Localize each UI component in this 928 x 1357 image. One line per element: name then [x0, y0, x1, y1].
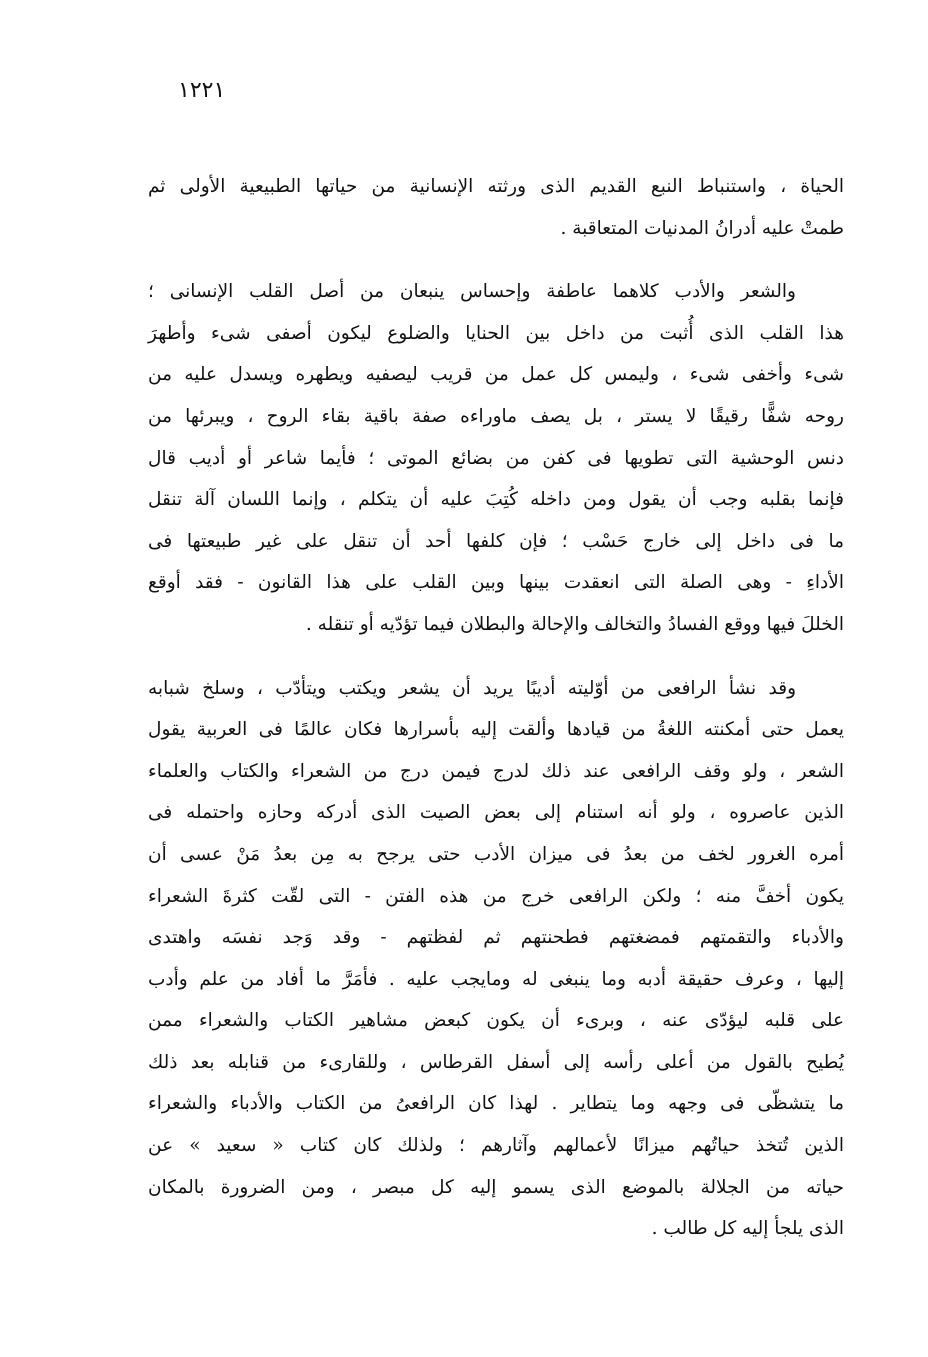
paragraph-line: الخللَ فيها ووقع الفسادُ والتخالف والإحالة والبطلان فيما تؤدّيه أو تنقله . [305, 613, 844, 635]
paragraph-3 [148, 668, 844, 1250]
paragraph-line: طمتْ عليه أدرانُ المدنيات المتعاقبة . [560, 217, 844, 239]
paragraph-line: يعمل حتى أمكنته اللغةُ من قيادها وألقت إليه بأسرارها فكان عالمًا فى العربية يقول [148, 719, 844, 741]
paragraph-line: الأداءِ - وهى الصلة التى انعقدت بينها وبين القلب على هذا القانون - فقد أوقع [148, 572, 844, 594]
paragraph-line: الشعر ، ولو وقف الرافعى عند ذلك لدرج فيمن درج من الشعراء والكتاب والعلماء [148, 760, 844, 782]
paragraph-line: والأدباء والتقمتهم فمضغتهم فطحنتهم ثم لفظتهم - وقد وَجد نفسَه واهتدى [148, 927, 844, 949]
paragraph-line: الحياة ، واستنباط النبع القديم الذى ورثته الإنسانية من حياتها الطبيعية الأولى ثم [148, 176, 844, 197]
paragraph-line: يكون أخفَّ منه ؛ ولكن الرافعى خرج من هذه الفتن - التى لقّت كثرةَ الشعراء [148, 885, 844, 907]
paragraph-line: والشعر والأدب كلاهما عاطفة وإحساس ينبعان من أصل القلب الإنسانى ؛ [148, 281, 796, 303]
page-number: ١٢٢١ [178, 78, 226, 103]
paragraph-line: شىء وأخفى شىء ، وليمس كل عمل من قريب ليصفيه ويطهره ويسدل عليه من [148, 364, 844, 386]
paragraph-2 [148, 271, 844, 645]
paragraph-line: ما يتشظّى فى وجهه وما يتطاير . لهذا كان الرافعىُ من الكتاب والأدباء والشعراء [148, 1093, 844, 1115]
paragraph-line: حياته من الجلالة بالموضع الذى يسمو إليه كل مبصر ، ومن الضرورة بالمكان [148, 1176, 844, 1198]
paragraph-line: وقد نشأ الرافعى من أوّليته أديبًا يريد أن يشعر ويكتب ويتأدّب ، وسلخ شبابه [148, 677, 796, 699]
paragraph-line: الذى يلجأ إليه كل طالب . [651, 1218, 844, 1240]
paragraph-1 [148, 166, 844, 249]
paragraph-line: الذين عاصروه ، ولو أنه استنام إلى بعض الصيت الذى أدركه وحازه واحتمله فى [148, 802, 844, 824]
paragraph-line: دنس الوحشية التى تطويها فى كفن من بضائع الموتى ؛ فأيما شاعر أو أديب قال [148, 447, 844, 469]
paragraph-line: الذين تُتخذ حياتُهم ميزانًا لأعمالهم وآثارهم ؛ ولذلك كان كتاب « سعيد » عن [148, 1135, 844, 1157]
paragraph-line: إليها ، وعرف حقيقة أدبه وما ينبغى له ومايجب عليه . فأمَرَّ ما أفاد من علم وأدب [148, 968, 844, 990]
paragraph-line: يُطيح بالقول من أعلى رأسه إلى أسفل القرطاس ، وللقارىء من قنابله بعد ذلك [148, 1051, 844, 1073]
paragraph-line: فإنما بقلبه وجب أن يقول ومن داخله كُتِبَ عليه أن يتكلم ، وإنما اللسان آلة تنقل [148, 489, 844, 511]
paragraph-line: ما فى داخل إلى خارج حَسْب ؛ فإن كلفها أحد أن تنقل على غير طبيعتها فى [148, 530, 844, 552]
paragraph-line: روحه شفًّا رقيقًا لا يستر ، بل يصف ماوراءه صفة باقية بقاء الروح ، ويبرئها من [148, 405, 844, 427]
paragraph-line: هذا القلب الذى أُثبت من داخل بين الحنايا والضلوع ليكون أصفى شىء وأطهرَ [148, 322, 844, 344]
body-text [148, 166, 844, 1272]
paragraph-line: على قلبه ليؤدّى عنه ، وبرىء أن يكون كبعض مشاهير الكتاب والشعراء ممن [148, 1010, 844, 1032]
paragraph-line: أمره الغرور لخف من بعدُ فى ميزان الأدب حتى يرجح به مِن بعدُ مَنْ عسى أن [148, 843, 844, 865]
